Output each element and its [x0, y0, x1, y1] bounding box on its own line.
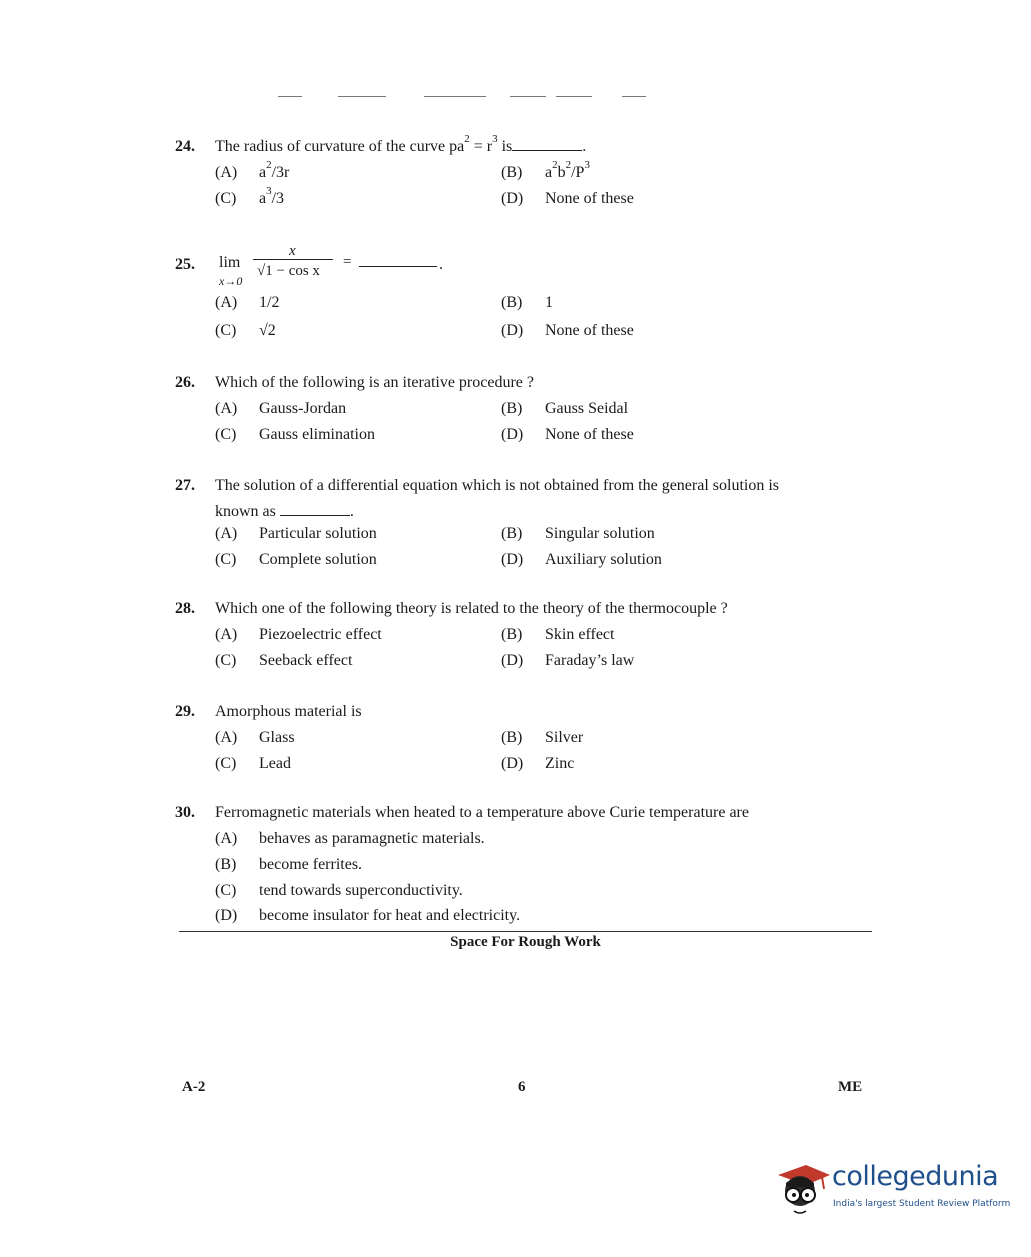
question-number: 25.: [175, 256, 195, 273]
option-a: (A) Piezoelectric effect: [215, 626, 382, 643]
option-b: (B) $a^2b^2/P^3$: [501, 159, 590, 181]
option-b: (B) become ferrites.: [215, 856, 363, 873]
divider-rule: [179, 931, 872, 932]
option-d: (D) become insulator for heat and electricity.: [215, 907, 521, 924]
option-b: (B) Singular solution: [501, 525, 655, 542]
question-text: The solution of a differential equation which is not obtained from the general solution is known as .: [215, 477, 780, 520]
question-text: Amorphous material is: [215, 703, 362, 720]
option-c: (C) $a^3/3$: [215, 185, 285, 207]
question-number: 24.: [175, 138, 195, 155]
option-a: (A) Gauss-Jordan: [215, 400, 347, 417]
option-c: (C) √2: [215, 322, 276, 339]
option-a: (A) $a^2/3r$: [215, 159, 290, 181]
option-a: (A) Glass: [215, 729, 295, 746]
option-c: (C) Complete solution: [215, 551, 377, 568]
page-number: 6: [518, 1079, 526, 1095]
option-d: (D) Zinc: [501, 755, 575, 772]
option-a: (A) 1/2: [215, 294, 280, 311]
logo-tagline: India's largest Student Review Platform: [833, 1199, 1011, 1209]
option-b: (B) Silver: [501, 729, 584, 746]
option-c: (C) Gauss elimination: [215, 426, 375, 443]
logo-wordmark: collegedunia: [832, 1161, 999, 1192]
option-b: (B) Skin effect: [501, 626, 615, 643]
option-d: (D) Faraday’s law: [501, 652, 635, 669]
collegedunia-logo: [772, 1153, 1011, 1219]
rough-work-heading: Space For Rough Work: [450, 934, 601, 950]
question-number: 27.: [175, 477, 195, 494]
option-d: (D) None of these: [501, 322, 634, 339]
graduate-mascot-icon: [772, 1153, 832, 1219]
question-text: The radius of curvature of the curve $pa^2 = r^3$ is .: [215, 133, 587, 155]
top-scan-marks: [0, 96, 1031, 98]
question-text: Which of the following is an iterative procedure ?: [215, 374, 534, 391]
question-number: 30.: [175, 804, 195, 821]
option-b: (B) Gauss Seidal: [501, 400, 629, 417]
limit-expression: lim x→0 x √1 − cos x = .: [219, 243, 443, 288]
option-a: (A) Particular solution: [215, 525, 377, 542]
option-d: (D) None of these: [501, 426, 634, 443]
option-c: (C) Lead: [215, 755, 291, 772]
question-number: 28.: [175, 600, 195, 617]
footer-code: A-2: [182, 1079, 206, 1095]
question-text: Which one of the following theory is related to the theory of the thermocouple ?: [215, 600, 728, 617]
footer-subject: ME: [838, 1079, 863, 1095]
option-d: (D) None of these: [501, 190, 634, 207]
option-b: (B) 1: [501, 294, 553, 311]
question-number: 29.: [175, 703, 195, 720]
option-a: (A) behaves as paramagnetic materials.: [215, 830, 485, 847]
question-number: 26.: [175, 374, 195, 391]
option-d: (D) Auxiliary solution: [501, 551, 662, 568]
option-c: (C) tend towards superconductivity.: [215, 882, 463, 899]
option-c: (C) Seeback effect: [215, 652, 353, 669]
question-text: Ferromagnetic materials when heated to a temperature above Curie temperature are: [215, 804, 749, 821]
